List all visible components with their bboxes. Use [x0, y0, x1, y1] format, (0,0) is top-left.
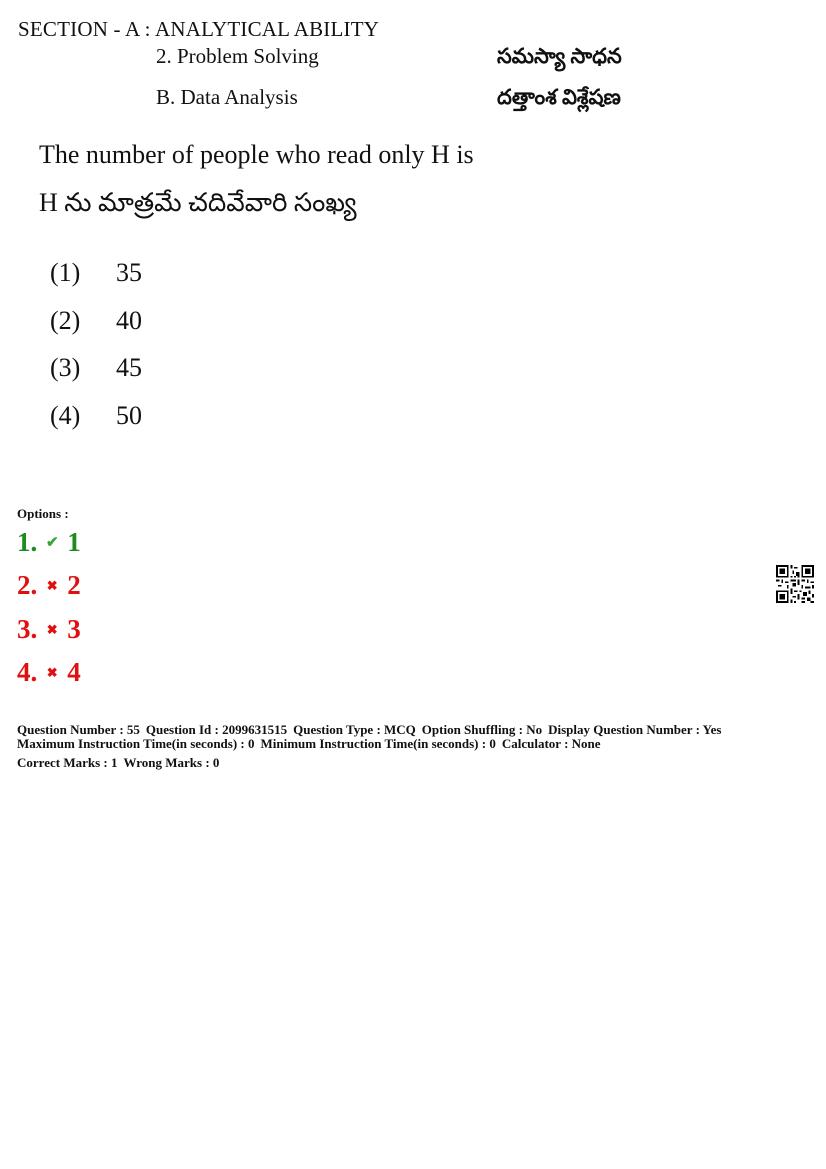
cross-icon: ✖	[46, 577, 58, 593]
question-text-telugu: H ను మాత్రమే చదివేవారి సంఖ్య	[39, 188, 357, 217]
subsection-2-telugu: దత్తాంశ విశ్లేషణ	[497, 85, 621, 109]
answer-option-1	[17, 527, 81, 558]
answer-option-2	[17, 570, 81, 601]
choice-4	[50, 401, 142, 431]
choice-value: 50	[116, 401, 142, 430]
section-title: SECTION - A : ANALYTICAL ABILITY	[18, 17, 380, 41]
answer-option-3	[17, 614, 81, 645]
option-index: 3.	[17, 614, 38, 644]
choice-value: 40	[116, 306, 142, 335]
meta-question-number: Question Number : 55	[17, 722, 140, 737]
meta-calculator: Calculator : None	[501, 736, 601, 751]
option-index: 1.	[17, 527, 38, 557]
option-value: 4	[67, 657, 81, 687]
choice-value: 35	[116, 258, 142, 287]
choice-number: (1)	[50, 258, 81, 287]
cross-icon: ✖	[46, 621, 58, 637]
option-value: 2	[67, 570, 81, 600]
subsection-1-english: 2. Problem Solving	[156, 44, 319, 68]
choice-1	[50, 258, 142, 288]
answer-option-4	[17, 657, 81, 688]
meta-wrong-marks: Wrong Marks : 0	[123, 755, 220, 770]
meta-option-shuffling: Option Shuffling : No	[421, 722, 543, 737]
meta-display-question-number: Display Question Number : Yes	[548, 722, 722, 737]
choice-2	[50, 306, 142, 336]
option-value: 1	[67, 527, 81, 557]
meta-correct-marks: Correct Marks : 1	[17, 755, 118, 770]
choice-number: (2)	[50, 306, 81, 335]
option-index: 2.	[17, 570, 38, 600]
options-label: Options :	[17, 506, 69, 521]
subsection-1-telugu: సమస్యా సాధన	[497, 44, 622, 68]
meta-max-time: Maximum Instruction Time(in seconds) : 0	[17, 736, 255, 751]
question-meta-line-2	[17, 736, 607, 752]
choice-number: (4)	[50, 401, 81, 430]
question-text-english: The number of people who read only H is	[39, 140, 474, 169]
choice-number: (3)	[50, 353, 81, 382]
choice-value: 45	[116, 353, 142, 382]
subsection-2-english: B. Data Analysis	[156, 85, 298, 109]
qr-code-icon	[776, 565, 814, 603]
question-meta-line-3	[17, 755, 225, 771]
choice-3	[50, 353, 142, 383]
meta-question-id: Question Id : 2099631515	[145, 722, 288, 737]
cross-icon: ✖	[46, 664, 58, 680]
option-value: 3	[67, 614, 81, 644]
check-icon: ✔	[45, 535, 59, 551]
option-index: 4.	[17, 657, 38, 687]
meta-question-type: Question Type : MCQ	[293, 722, 416, 737]
meta-min-time: Minimum Instruction Time(in seconds) : 0	[260, 736, 496, 751]
